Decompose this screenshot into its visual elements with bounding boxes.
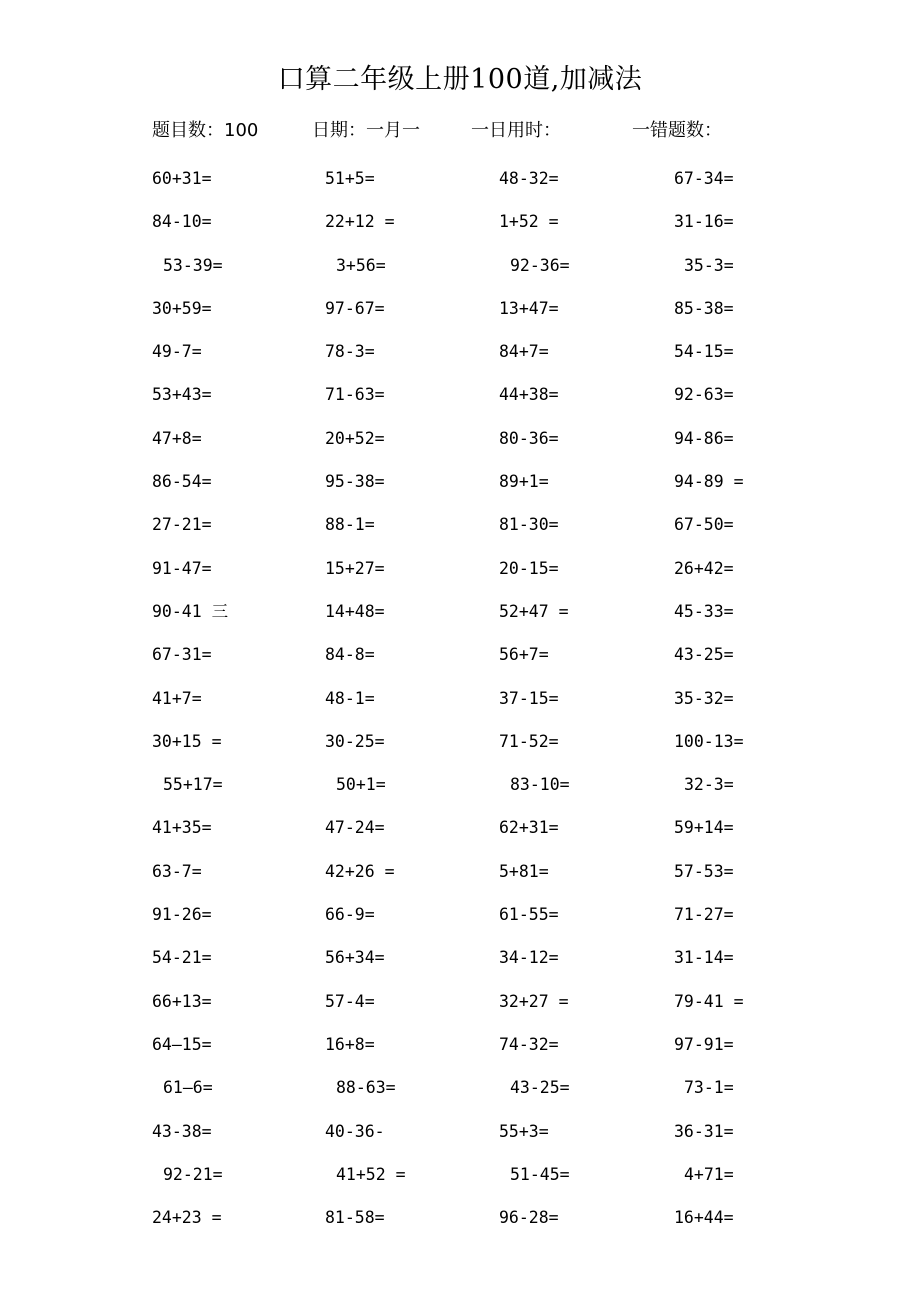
problem: 5+81= [499, 861, 549, 881]
problem: 86-54= [152, 472, 212, 492]
problem: 73-1= [684, 1078, 734, 1098]
problem: 83-10= [510, 775, 570, 795]
problem: 88-63= [336, 1078, 396, 1098]
problem: 56+34= [325, 948, 385, 968]
problem: 92-21= [163, 1164, 223, 1184]
problem: 92-36= [510, 255, 570, 275]
problem: 48-32= [499, 169, 559, 188]
problem: 15+27= [325, 558, 385, 578]
problem: 100-13= [674, 731, 744, 751]
problem: 53+43= [152, 385, 212, 405]
problem-row [0, 633, 920, 676]
problem: 92-63= [674, 385, 734, 405]
problem-row [0, 590, 920, 633]
problem-row [0, 1023, 920, 1066]
problem-row [0, 244, 920, 287]
problem: 80-36= [499, 428, 559, 448]
problem-row [0, 503, 920, 546]
problem: 22+12 = [325, 212, 395, 232]
problem-row [0, 1066, 920, 1109]
problem: 84-8= [325, 645, 375, 665]
problem: 66-9= [325, 905, 375, 925]
problem-row [0, 330, 920, 373]
problem-row [0, 460, 920, 503]
problem-row [0, 720, 920, 763]
problem: 47-24= [325, 818, 385, 838]
problem: 53-39= [163, 255, 223, 275]
problem: 37-15= [499, 688, 559, 708]
question-count: 题目数：100 [152, 120, 259, 141]
problem: 94-89 = [674, 472, 744, 492]
problem-row [0, 677, 920, 720]
problem-row [0, 893, 920, 936]
problem: 55+17= [163, 775, 223, 795]
problem: 30+15 = [152, 731, 222, 751]
problem-row [0, 157, 920, 200]
problem: 1+52 = [499, 212, 559, 232]
problem: 51+5= [325, 169, 375, 188]
page-title: 口算二年级上册100道,加减法 [277, 64, 643, 95]
problem: 88-1= [325, 515, 375, 535]
problem: 49-7= [152, 342, 202, 362]
problem: 20-15= [499, 558, 559, 578]
problem: 59+14= [674, 818, 734, 838]
problem: 41+7= [152, 688, 202, 708]
problem: 85-38= [674, 298, 734, 318]
problem: 52+47 = [499, 601, 569, 621]
problem-row [0, 200, 920, 243]
problem: 35-3= [684, 255, 734, 275]
problem: 62+31= [499, 818, 559, 838]
problem: 74-32= [499, 1034, 559, 1054]
problem: 45-33= [674, 601, 734, 621]
problem: 50+1= [336, 775, 386, 795]
error-count-field: 一错题数： [632, 120, 722, 141]
problem-row [0, 547, 920, 590]
problem-row [0, 1110, 920, 1153]
problem: 16+44= [674, 1208, 734, 1228]
problem: 61-55= [499, 905, 559, 925]
problem-row [0, 287, 920, 330]
problem: 71-63= [325, 385, 385, 405]
problem: 54-21= [152, 948, 212, 968]
date-field: 日期：一月一 [312, 120, 420, 141]
problem: 56+7= [499, 645, 549, 665]
problem: 57-53= [674, 861, 734, 881]
problem: 71-27= [674, 905, 734, 925]
problem: 32+27 = [499, 991, 569, 1011]
problem: 30+59= [152, 298, 212, 318]
problem: 94-86= [674, 428, 734, 448]
problem: 42+26 = [325, 861, 395, 881]
problem-grid [0, 157, 920, 1239]
problem: 67-31= [152, 645, 212, 665]
problem: 16+8= [325, 1034, 375, 1054]
problem: 95-38= [325, 472, 385, 492]
problem: 96-28= [499, 1208, 559, 1228]
problem: 97-91= [674, 1034, 734, 1054]
problem: 51-45= [510, 1164, 570, 1184]
problem-row [0, 806, 920, 849]
problem-row [0, 417, 920, 460]
problem: 84-10= [152, 212, 212, 232]
problem: 47+8= [152, 428, 202, 448]
problem: 34-12= [499, 948, 559, 968]
problem: 61—6= [163, 1078, 213, 1098]
problem-row [0, 1196, 920, 1239]
problem: 31-16= [674, 212, 734, 232]
problem: 3+56= [336, 255, 386, 275]
problem: 90-41 三 [152, 601, 229, 621]
time-used-field: 一日用时： [471, 120, 561, 141]
problem: 48-1= [325, 688, 375, 708]
problem: 41+52 = [336, 1164, 406, 1184]
problem: 57-4= [325, 991, 375, 1011]
problem-row [0, 850, 920, 893]
problem: 26+42= [674, 558, 734, 578]
problem-row [0, 763, 920, 806]
problem: 44+38= [499, 385, 559, 405]
problem: 91-47= [152, 558, 212, 578]
problem: 27-21= [152, 515, 212, 535]
problem: 79-41 = [674, 991, 744, 1011]
problem: 43-25= [674, 645, 734, 665]
problem: 60+31= [152, 169, 212, 188]
problem-row [0, 936, 920, 979]
problem: 43-38= [152, 1121, 212, 1141]
problem: 78-3= [325, 342, 375, 362]
problem: 4+71= [684, 1164, 734, 1184]
problem-row [0, 373, 920, 416]
problem: 35-32= [674, 688, 734, 708]
problem: 97-67= [325, 298, 385, 318]
problem: 54-15= [674, 342, 734, 362]
problem: 66+13= [152, 991, 212, 1011]
problem-row [0, 1153, 920, 1196]
problem: 67-50= [674, 515, 734, 535]
problem: 36-31= [674, 1121, 734, 1141]
problem: 89+1= [499, 472, 549, 492]
problem: 31-14= [674, 948, 734, 968]
problem: 32-3= [684, 775, 734, 795]
problem: 81-58= [325, 1208, 385, 1228]
problem: 67-34= [674, 169, 734, 188]
problem: 84+7= [499, 342, 549, 362]
problem: 63-7= [152, 861, 202, 881]
problem: 40-36- [325, 1121, 385, 1141]
problem: 41+35= [152, 818, 212, 838]
problem: 24+23 = [152, 1208, 222, 1228]
problem: 55+3= [499, 1121, 549, 1141]
problem: 71-52= [499, 731, 559, 751]
problem-row [0, 980, 920, 1023]
problem: 64—15= [152, 1034, 212, 1054]
problem: 20+52= [325, 428, 385, 448]
problem: 13+47= [499, 298, 559, 318]
problem: 43-25= [510, 1078, 570, 1098]
problem: 14+48= [325, 601, 385, 621]
problem: 91-26= [152, 905, 212, 925]
problem: 81-30= [499, 515, 559, 535]
problem: 30-25= [325, 731, 385, 751]
